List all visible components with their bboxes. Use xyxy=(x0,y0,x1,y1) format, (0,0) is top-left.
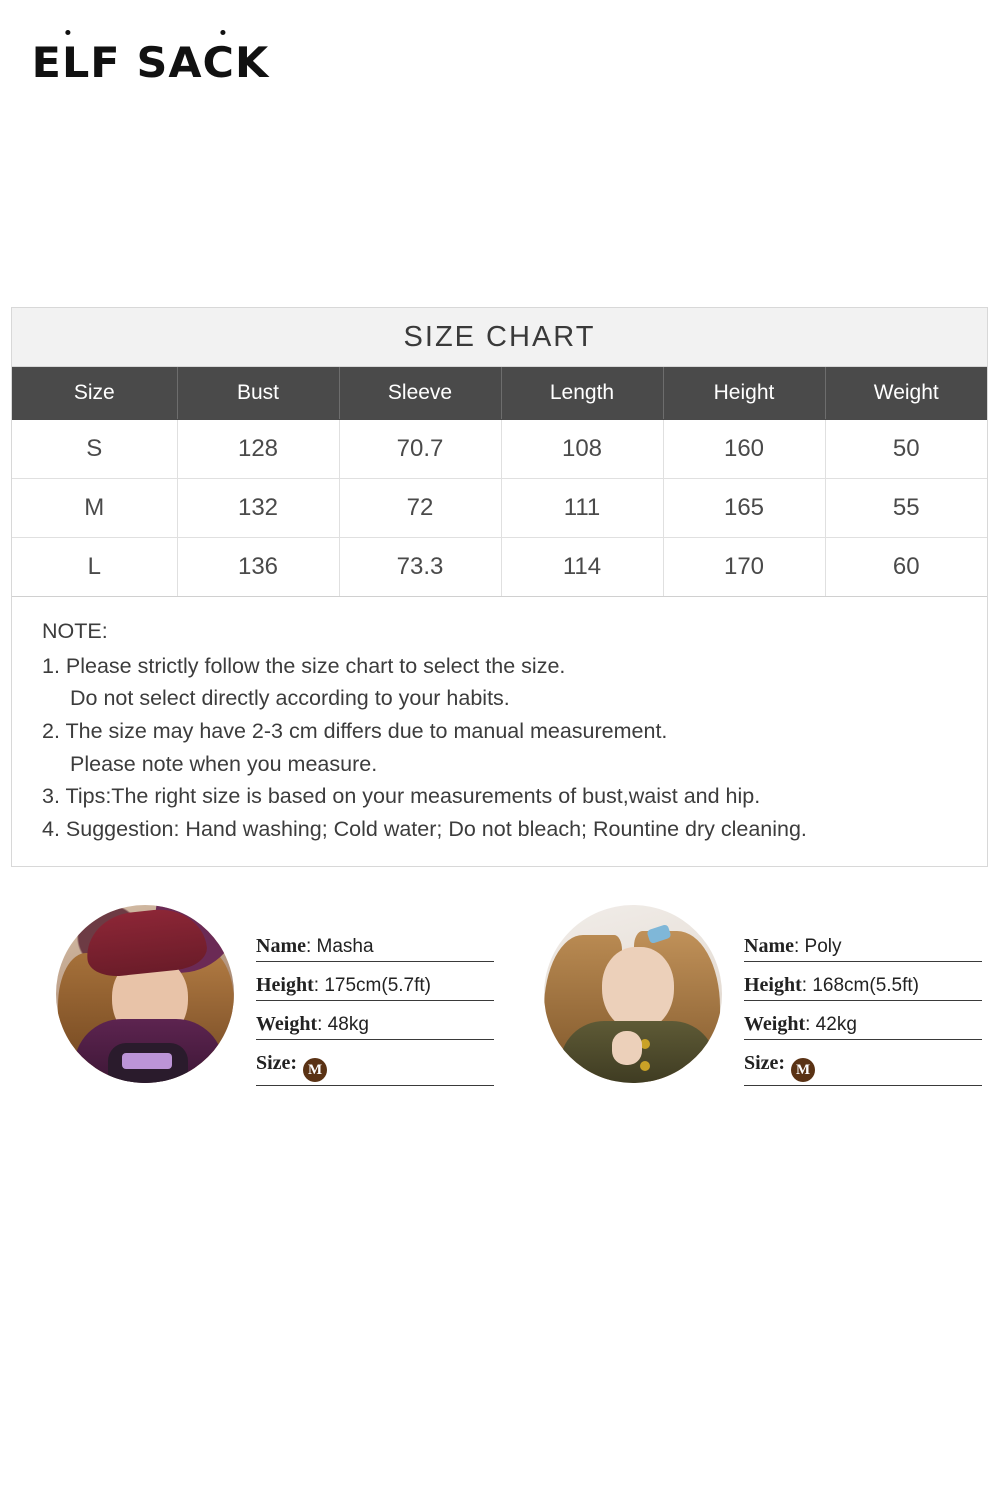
brand-accent-dot-right xyxy=(220,30,225,35)
model-info xyxy=(744,935,982,1086)
cell-sleeve: 72 xyxy=(339,479,501,538)
column-header-height: Height xyxy=(663,367,825,420)
model-size-label: Size: xyxy=(744,1052,786,1074)
status-badge: M xyxy=(791,1058,815,1082)
cell-length: 114 xyxy=(501,538,663,597)
model-size-label: Size: xyxy=(256,1052,298,1074)
table-row xyxy=(12,538,987,597)
model-height-row xyxy=(256,974,494,1001)
model-height-label: Height xyxy=(744,974,802,996)
cell-sleeve: 70.7 xyxy=(339,420,501,479)
model-info xyxy=(256,935,494,1086)
cell-bust: 132 xyxy=(177,479,339,538)
brand-accent-dot-left xyxy=(65,30,70,35)
model-name-value: : Masha xyxy=(305,936,374,957)
note-line-6: 4. Suggestion: Hand washing; Cold water; Do not bleach; Rountine dry cleaning. xyxy=(42,817,807,842)
model-weight-row xyxy=(256,1013,494,1040)
model-card-masha xyxy=(11,905,499,1086)
note-line-2: Do not select directly according to your habits. xyxy=(70,686,510,711)
status-badge: M xyxy=(303,1058,327,1082)
cell-length: 111 xyxy=(501,479,663,538)
cell-size: S xyxy=(12,420,177,479)
brand-logo xyxy=(32,38,270,87)
model-height-row xyxy=(744,974,982,1001)
column-header-sleeve: Sleeve xyxy=(339,367,501,420)
model-weight-label: Weight xyxy=(744,1013,806,1035)
model-weight-label: Weight xyxy=(256,1013,318,1035)
model-name-label: Name xyxy=(744,935,794,957)
model-height-value: : 175cm(5.7ft) xyxy=(313,975,431,996)
cell-height: 165 xyxy=(663,479,825,538)
table-row xyxy=(12,479,987,538)
model-card-poly xyxy=(499,905,987,1086)
model-height-value: : 168cm(5.5ft) xyxy=(801,975,919,996)
note-line-3: 2. The size may have 2-3 cm differs due to manual measurement. xyxy=(42,719,668,744)
model-name-label: Name xyxy=(256,935,306,957)
model-weight-value: : 48kg xyxy=(317,1014,369,1035)
size-chart-panel xyxy=(11,307,988,867)
model-weight-row xyxy=(744,1013,982,1040)
cell-weight: 60 xyxy=(825,538,987,597)
model-weight-value: : 42kg xyxy=(805,1014,857,1035)
table-row xyxy=(12,420,987,479)
cell-bust: 136 xyxy=(177,538,339,597)
cell-sleeve: 73.3 xyxy=(339,538,501,597)
size-chart-table xyxy=(12,367,987,597)
cell-length: 108 xyxy=(501,420,663,479)
note-line-4: Please note when you measure. xyxy=(70,751,378,776)
model-name-value: : Poly xyxy=(793,936,842,957)
column-header-size: Size xyxy=(12,367,177,420)
note-line-5: 3. Tips:The right size is based on your measurements of bust,waist and hip. xyxy=(42,784,761,809)
cell-bust: 128 xyxy=(177,420,339,479)
cell-weight: 55 xyxy=(825,479,987,538)
cell-height: 160 xyxy=(663,420,825,479)
cell-weight: 50 xyxy=(825,420,987,479)
model-cards xyxy=(11,905,988,1086)
note-line-1: 1. Please strictly follow the size chart to select the size. xyxy=(42,653,566,678)
cell-height: 170 xyxy=(663,538,825,597)
brand-logo-text: ELF SACK xyxy=(31,38,270,87)
avatar xyxy=(544,905,722,1083)
table-header-row xyxy=(12,367,987,420)
cell-size: L xyxy=(12,538,177,597)
model-size-row xyxy=(256,1052,494,1086)
column-header-bust: Bust xyxy=(177,367,339,420)
column-header-length: Length xyxy=(501,367,663,420)
model-name-row xyxy=(744,935,982,962)
note-block xyxy=(12,597,987,866)
size-chart-title: SIZE CHART xyxy=(12,308,987,367)
note-title: NOTE: xyxy=(42,619,108,643)
model-name-row xyxy=(256,935,494,962)
model-size-row xyxy=(744,1052,982,1086)
cell-size: M xyxy=(12,479,177,538)
model-height-label: Height xyxy=(256,974,314,996)
column-header-weight: Weight xyxy=(825,367,987,420)
avatar xyxy=(56,905,234,1083)
